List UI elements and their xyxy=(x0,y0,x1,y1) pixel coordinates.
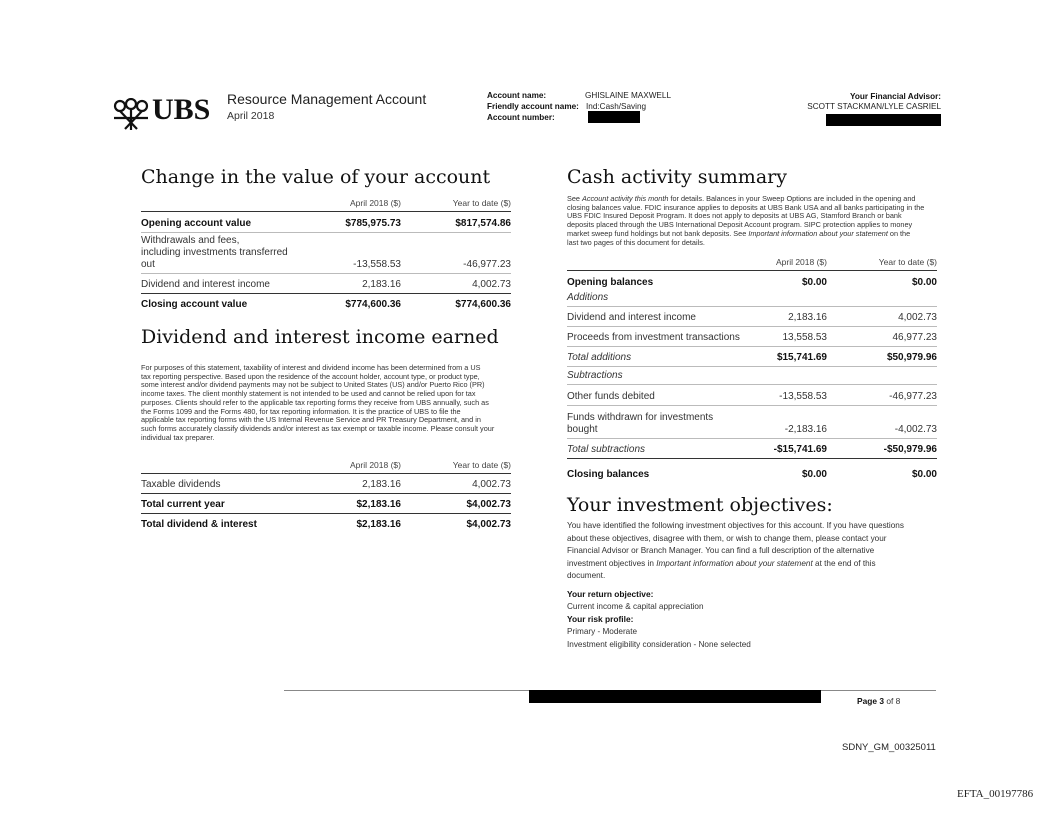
dividend-paragraph xyxy=(141,364,511,442)
col-header-april: April 2018 ($) xyxy=(775,257,827,267)
row-value-april: $15,741.69 xyxy=(776,352,827,363)
row-value-ytd: $4,002.73 xyxy=(466,519,511,530)
paragraph-line: document. xyxy=(567,571,606,581)
table-row xyxy=(141,212,511,233)
text-span: market sweep fund holdings but not bank deposits. See xyxy=(567,228,747,238)
row-label: Opening account value xyxy=(141,218,252,229)
paragraph-line: about these objectives, disagree with them, or wish to change them, please contact your xyxy=(567,533,887,543)
row-value-april: $785,975.73 xyxy=(345,218,401,229)
advisor-name: SCOTT STACKMAN/LYLE CASRIEL xyxy=(807,102,941,111)
table-row xyxy=(141,233,511,274)
row-label-line3: out xyxy=(141,259,155,270)
row-value-ytd: -4,002.73 xyxy=(894,424,937,435)
account-type-title: Resource Management Account xyxy=(227,91,427,107)
paragraph-line: such forms accurately classify dividends and/or interest as tax exempt or taxable income. Please consult your xyxy=(141,423,495,433)
row-value-april: 13,558.53 xyxy=(782,332,827,343)
section-label-row xyxy=(567,291,937,307)
col-header-ytd: Year to date ($) xyxy=(452,460,511,470)
row-label: Funds withdrawn for investments xyxy=(567,412,714,423)
account-number-label: Account number: xyxy=(487,113,555,122)
paragraph-line: some interest and/or dividend payments may not be subject to United States (US) and/or Puerto Rico (PR) xyxy=(141,380,485,390)
paragraph-line: individual tax preparer. xyxy=(141,432,215,442)
table-row xyxy=(141,474,511,494)
paragraph-line: purposes. Clients should refer to the applicable tax reporting forms they receive from UBS annually, such as xyxy=(141,397,489,407)
table-row xyxy=(141,514,511,533)
advisor-label: Your Financial Advisor: xyxy=(850,92,941,101)
row-value-april: $774,600.36 xyxy=(345,299,401,310)
paragraph-line: the Forms 1099 and the Forms 480, for tax reporting information. It is the practice of UBS to file the xyxy=(141,406,461,416)
paragraph-line: applicable tax reporting forms with the US Internal Revenue Service and PR Treasury Department, and in xyxy=(141,415,481,425)
table-row xyxy=(141,494,511,514)
row-label-line2: bought xyxy=(567,424,598,435)
table-header-row xyxy=(141,193,511,212)
page-indicator xyxy=(857,696,900,706)
risk-profile-label: Your risk profile: xyxy=(567,614,634,624)
row-value-ytd: $50,979.96 xyxy=(886,352,937,363)
row-value-april: 2,183.16 xyxy=(788,312,827,323)
row-label: Total subtractions xyxy=(567,444,646,455)
ubs-logo-text: UBS xyxy=(152,93,211,126)
table-row xyxy=(567,327,937,347)
row-value-april: 2,183.16 xyxy=(362,479,401,490)
row-label: Closing account value xyxy=(141,299,248,310)
row-value-april: 2,183.16 xyxy=(362,279,401,290)
col-header-ytd: Year to date ($) xyxy=(452,198,511,208)
row-label: Other funds debited xyxy=(567,391,655,402)
text-span: for details. Balances in your Sweep Options are included in the opening and xyxy=(670,194,916,203)
table-row xyxy=(567,459,937,483)
col-header-april: April 2018 ($) xyxy=(349,460,401,470)
row-value-ytd: 4,002.73 xyxy=(472,279,511,290)
paragraph-line: For purposes of this statement, taxability of interest and dividend income has been determined from a US xyxy=(141,363,481,372)
text-span: at the end of this xyxy=(815,558,876,568)
paragraph-line: Financial Advisor or Branch Manager. You can find a full description of the alternative xyxy=(567,546,875,556)
page-number: 3 xyxy=(879,696,885,706)
cash-activity-table xyxy=(567,252,937,483)
objectives-title: Your investment objectives: xyxy=(567,494,833,516)
row-value-ytd: $4,002.73 xyxy=(466,499,511,510)
row-value-ytd: $0.00 xyxy=(911,469,937,480)
cash-activity-title: Cash activity summary xyxy=(567,166,787,188)
statement-period: April 2018 xyxy=(227,110,275,122)
row-value-april: $2,183.16 xyxy=(356,519,401,530)
objectives-paragraph xyxy=(567,520,942,583)
col-header-april: April 2018 ($) xyxy=(349,198,401,208)
row-value-ytd: -46,977.23 xyxy=(889,391,937,402)
paragraph-line: deposits placed through the UBS International Deposit Account program. SIPC protection applies to money xyxy=(567,220,913,230)
italic-ref: Account activity this month xyxy=(582,194,669,203)
row-label: Total dividend & interest xyxy=(141,519,257,530)
italic-ref: Important information about your statement xyxy=(748,228,888,238)
paragraph-line: closing balances value. FDIC insurance applies to deposits at UBS Bank USA and all banks participating in the xyxy=(567,202,925,212)
table-row xyxy=(567,439,937,459)
friendly-name-label: Friendly account name: xyxy=(487,102,579,111)
italic-ref: Important information about your statement xyxy=(656,558,813,568)
row-label: Total additions xyxy=(567,352,632,363)
row-label: Opening balances xyxy=(567,277,654,288)
paragraph-line: You have identified the following investment objectives for this account. If you have questions xyxy=(567,521,904,530)
advisor-redaction xyxy=(826,114,941,126)
paragraph-line: income taxes. The client monthly statement is not intended to be used and cannot be relied upon for tax xyxy=(141,389,476,399)
row-value-ytd: $774,600.36 xyxy=(455,299,511,310)
page-word: Page xyxy=(857,696,878,706)
table-row xyxy=(141,294,511,313)
row-value-ytd: $817,574.86 xyxy=(455,218,511,229)
row-value-ytd: -46,977.23 xyxy=(463,259,511,270)
row-label: Closing balances xyxy=(567,469,650,480)
row-label: Dividend and interest income xyxy=(141,279,270,290)
eligibility-text: Investment eligibility consideration - None selected xyxy=(567,640,751,649)
table-row xyxy=(567,385,937,406)
table-row xyxy=(567,406,937,439)
bates-number: SDNY_GM_00325011 xyxy=(842,742,936,753)
table-row xyxy=(567,307,937,327)
cash-activity-paragraph xyxy=(567,195,937,247)
row-value-ytd: -$50,979.96 xyxy=(883,444,937,455)
efta-number: EFTA_00197786 xyxy=(957,788,1034,800)
row-value-ytd: $0.00 xyxy=(911,277,937,288)
paragraph-line: tax reporting perspective. Based upon the residence of the account holder, account type, or product type, xyxy=(141,371,480,381)
section-label-row xyxy=(567,367,937,385)
row-value-april: -2,183.16 xyxy=(784,424,827,435)
text-span: investment objectives in xyxy=(567,558,654,568)
row-value-april: $0.00 xyxy=(801,277,827,288)
row-value-april: -13,558.53 xyxy=(353,259,401,270)
table-header-row xyxy=(567,252,937,271)
change-value-title: Change in the value of your account xyxy=(141,166,491,188)
table-header-row xyxy=(141,454,511,474)
account-name-label: Account name: xyxy=(487,91,547,100)
table-row xyxy=(567,347,937,367)
row-label-line2: including investments transferred xyxy=(141,247,288,258)
return-objective-value: Current income & capital appreciation xyxy=(567,602,704,611)
ubs-keys-logo-icon xyxy=(111,98,151,132)
row-value-april: -$15,741.69 xyxy=(773,444,827,455)
row-label: Taxable dividends xyxy=(141,479,221,490)
risk-profile-value: Primary - Moderate xyxy=(567,627,638,636)
row-value-ytd: 4,002.73 xyxy=(472,479,511,490)
text-span: on the xyxy=(889,228,911,238)
paragraph-line xyxy=(567,558,942,571)
subtractions-label: Subtractions xyxy=(567,370,623,381)
paragraph-line: UBS FDIC Insured Deposit Program. It does not apply to deposits at UBS AG, Stamford Branch or bank xyxy=(567,211,902,221)
row-value-ytd: 4,002.73 xyxy=(898,312,937,323)
row-label: Withdrawals and fees, xyxy=(141,235,240,246)
row-label: Total current year xyxy=(141,499,225,510)
table-row xyxy=(141,274,511,294)
row-value-april: -13,558.53 xyxy=(779,391,827,402)
table-row xyxy=(567,271,937,291)
row-label: Proceeds from investment transactions xyxy=(567,332,740,343)
friendly-name-value: Ind:Cash/Saving xyxy=(586,102,647,111)
row-value-april: $0.00 xyxy=(801,469,827,480)
dividend-title: Dividend and interest income earned xyxy=(141,326,499,348)
additions-label: Additions xyxy=(567,292,609,303)
row-value-ytd: 46,977.23 xyxy=(892,332,937,343)
account-number-redaction xyxy=(588,111,640,123)
page-total: of 8 xyxy=(886,696,901,706)
footer-redaction xyxy=(529,690,821,703)
account-name-value: GHISLAINE MAXWELL xyxy=(585,91,671,100)
dividend-table xyxy=(141,454,511,533)
paragraph-line: last two pages of this document for details. xyxy=(567,237,705,247)
row-label: Dividend and interest income xyxy=(567,312,696,323)
col-header-ytd: Year to date ($) xyxy=(878,257,937,267)
return-objective-label: Your return objective: xyxy=(567,589,654,599)
text-span: See xyxy=(567,194,580,203)
change-value-table xyxy=(141,193,511,313)
row-value-april: $2,183.16 xyxy=(356,499,401,510)
